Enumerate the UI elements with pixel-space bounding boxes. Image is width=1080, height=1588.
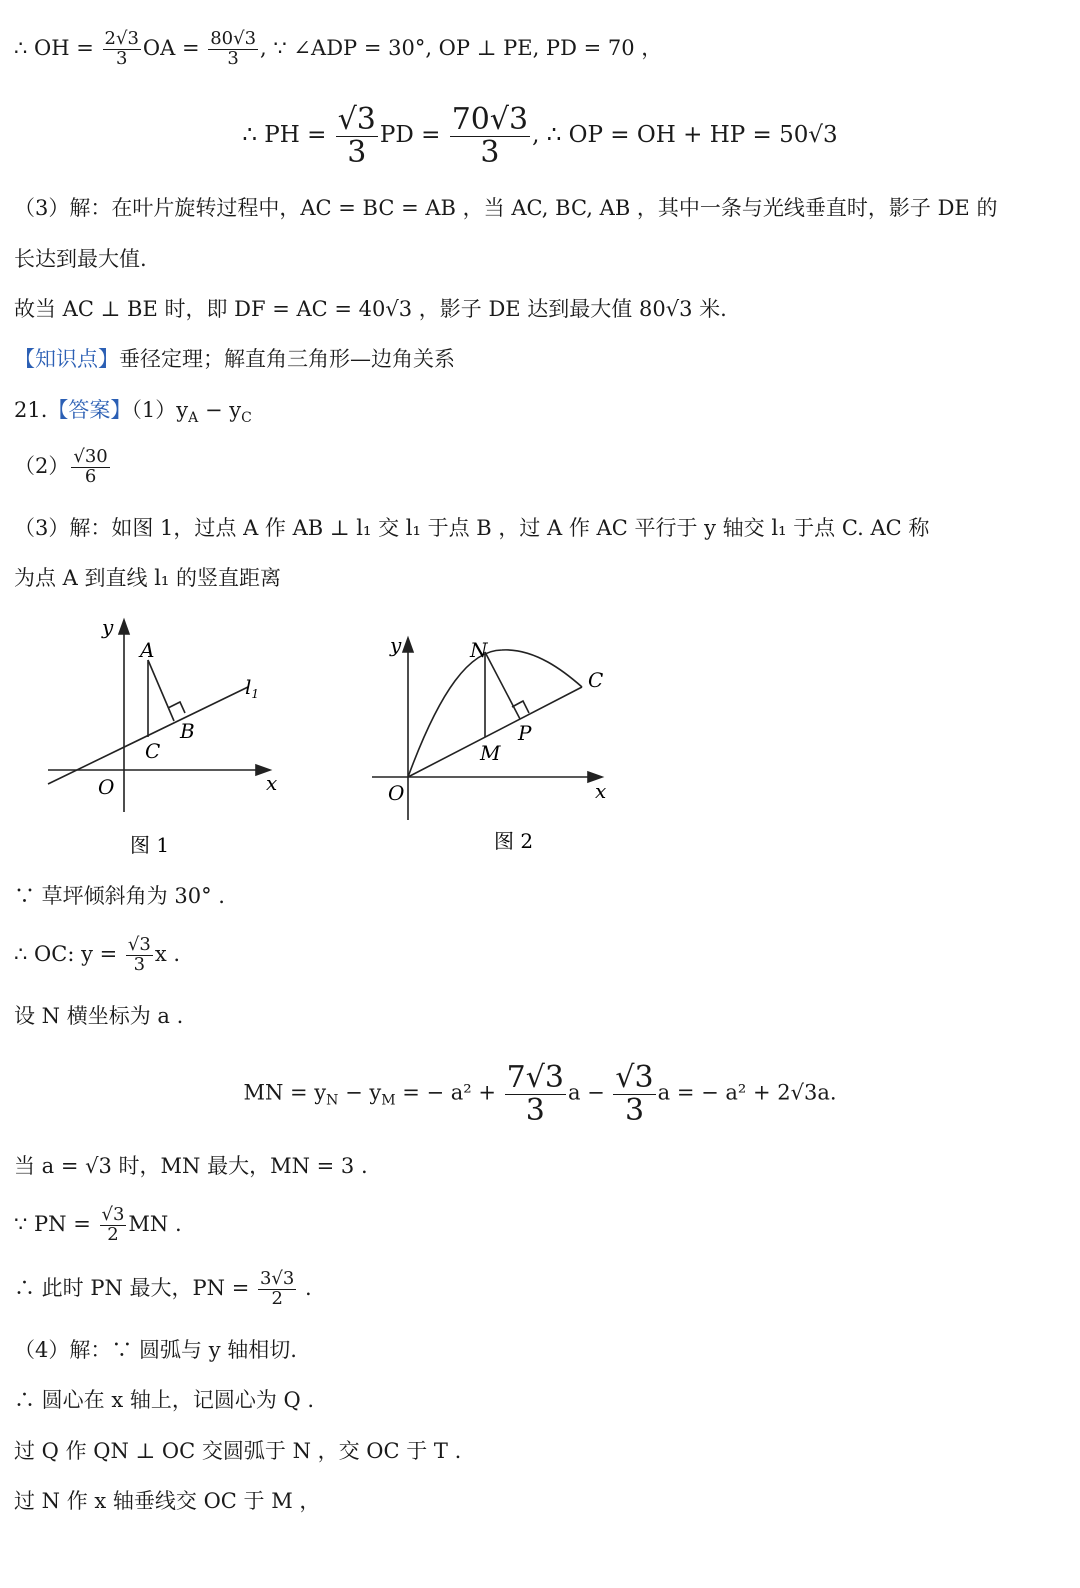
figure-2-caption: 图 2 bbox=[494, 829, 534, 853]
label-B: B bbox=[180, 719, 195, 743]
fraction: $\frac{√30}{6}$ bbox=[73, 446, 108, 487]
solution-line: ∵ PN = $\frac{√3}{2}$ MN . bbox=[14, 1204, 182, 1245]
answer-line: 21.【答案】$(1)y_A - y_C$ bbox=[14, 398, 252, 427]
solution-line: 故当 AC ⊥ BE 时，即 DF = AC = 40√3 ，影子 DE 达到最大值 80√3 米. bbox=[14, 297, 727, 321]
figure-2 bbox=[360, 630, 620, 860]
label-l: $l_1$ bbox=[245, 675, 260, 701]
label-N: N bbox=[470, 638, 488, 662]
solution-line: 长达到最大值. bbox=[14, 247, 147, 271]
fraction: $\frac{√3}{3}$ bbox=[127, 934, 151, 975]
label-M: M bbox=[480, 741, 501, 765]
solution-line: （3）解：如图 1，过点 A 作 AB ⊥ l₁ 交 l₁ 于点 B ，过 A 作 AC 平行于 y 轴交 l₁ 于点 C. AC 称 bbox=[14, 516, 930, 540]
fraction: $\frac{2√3}{3}$ bbox=[104, 28, 139, 69]
figure-1-caption: 图 1 bbox=[130, 833, 170, 857]
figure-1 bbox=[40, 612, 300, 862]
label-A: A bbox=[140, 638, 155, 662]
knowledge-tag: 【知识点】 bbox=[14, 347, 119, 371]
fraction: $\frac{√3}{2}$ bbox=[101, 1204, 125, 1245]
answer-line: （2） $\frac{√30}{6}$ bbox=[14, 446, 108, 487]
display-equation: MN = $y_N - y_M$ = − a² + $\frac{7√3}{3}$ a − $\frac{√3}{3}$ a = − a² + 2√3a. bbox=[243, 1060, 837, 1128]
segment-AB bbox=[148, 660, 174, 721]
label-O: O bbox=[98, 775, 115, 799]
knowledge-point: 【知识点】垂径定理；解直角三角形—边角关系 bbox=[14, 347, 455, 371]
fraction: $\frac{√3}{3}$ bbox=[615, 1060, 654, 1128]
label-O: O bbox=[388, 781, 405, 805]
label-y: y bbox=[102, 615, 114, 639]
answer-tag: 【答案】 bbox=[47, 398, 132, 422]
solution-line: 过 N 作 x 轴垂线交 OC 于 M ， bbox=[14, 1489, 321, 1513]
label-y: y bbox=[390, 633, 402, 657]
solution-line: ∴ 圆心在 x 轴上，记圆心为 Q . bbox=[14, 1388, 315, 1412]
label-P: P bbox=[518, 721, 532, 745]
solution-line: ∴ OH = $\frac{2√3}{3}$ OA = $\frac{80√3}{3}$ , ∵ ∠ADP = 30°, OP ⊥ PE, PD = 70 ， bbox=[14, 28, 663, 69]
solution-line: 为点 A 到直线 l₁ 的竖直距离 bbox=[14, 566, 282, 590]
label-x: x bbox=[595, 779, 607, 803]
y-arrow bbox=[119, 620, 129, 634]
fraction: $\frac{80√3}{3}$ bbox=[210, 28, 257, 69]
label-C: C bbox=[588, 668, 604, 692]
solution-line: （3）解：在叶片旋转过程中，AC = BC = AB ，当 AC, BC, AB ，其中一条与光线垂直时，影子 DE 的 bbox=[14, 196, 998, 220]
solution-line: 当 a = √3 时，MN 最大，MN = 3 . bbox=[14, 1154, 368, 1178]
label-C: C bbox=[145, 739, 161, 763]
fraction: $\frac{70√3}{3}$ bbox=[451, 102, 529, 170]
fraction: $\frac{3√3}{2}$ bbox=[259, 1268, 295, 1309]
label-x: x bbox=[266, 771, 278, 795]
segment-NP bbox=[485, 652, 520, 719]
display-equation: ∴ PH = $\frac{√3}{3}$ PD = $\frac{70√3}{3}$ , ∴ OP = OH + HP = 50√3 bbox=[242, 102, 838, 170]
y-arrow bbox=[403, 638, 413, 652]
fraction: $\frac{√3}{3}$ bbox=[337, 102, 376, 170]
solution-line: （4）解：∵ 圆弧与 y 轴相切. bbox=[14, 1338, 297, 1362]
solution-line: ∴ OC: y = $\frac{√3}{3}$ x . bbox=[14, 934, 181, 975]
solution-line: 过 Q 作 QN ⊥ OC 交圆弧于 N ，交 OC 于 T . bbox=[14, 1439, 462, 1463]
solution-line: ∴ 此时 PN 最大，PN = $\frac{3√3}{2}$ . bbox=[14, 1268, 312, 1309]
fraction: $\frac{7√3}{3}$ bbox=[506, 1060, 564, 1128]
solution-line: ∵ 草坪倾斜角为 30° . bbox=[14, 884, 225, 908]
solution-line: 设 N 横坐标为 a . bbox=[14, 1004, 184, 1028]
